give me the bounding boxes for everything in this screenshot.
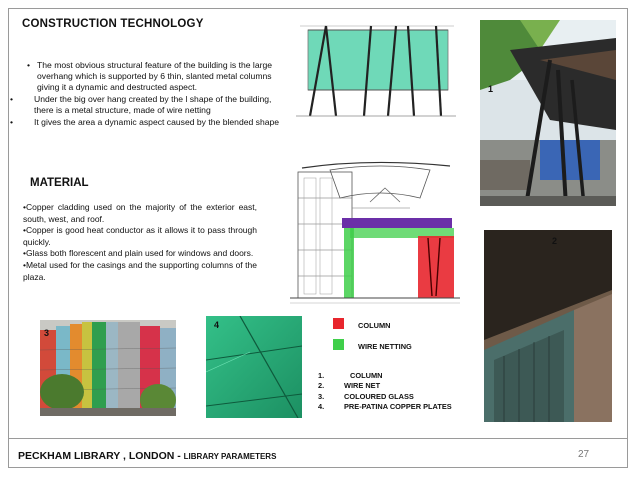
key-item: 2. WIRE NET [318, 381, 381, 391]
photo-copper-plates [206, 316, 302, 418]
slide-title: CONSTRUCTION TECHNOLOGY [22, 18, 204, 30]
legend-swatch-column [333, 318, 344, 329]
legend-label-wire-netting: WIRE NETTING [358, 342, 412, 351]
bullet-dot: • [10, 94, 14, 104]
key-list [318, 371, 452, 413]
bullet-dot: • [10, 117, 14, 127]
material-item: •Copper is good heat conductor as it allows it to pass through quickly. [23, 225, 257, 247]
key-item: 4. PRE-PATINA COPPER PLATES [318, 402, 452, 412]
footer-title: PECKHAM LIBRARY , LONDON - LIBRARY PARAMETERS [18, 450, 277, 462]
legend-swatch-wire-netting [333, 339, 344, 350]
material-item: •Copper cladding used on the majority of the exterior east, south, west, and roof. [23, 202, 257, 224]
material-heading: MATERIAL [30, 177, 89, 189]
photo-number-3: 3 [44, 328, 50, 338]
section-drawing [290, 158, 460, 308]
structure-bullet: • The most obvious structural feature of the building is the large overhang which is supported by 6 thin, slanted metal columns giving it a dynamic and destructed aspect. [27, 60, 273, 92]
footer-divider [8, 438, 628, 439]
elevation-drawing [296, 22, 456, 120]
bullet-dot: • [27, 60, 31, 70]
photo-number-2: 2 [552, 236, 558, 246]
photo-overhang-columns [480, 20, 616, 206]
photo-number-4: 4 [214, 320, 220, 330]
photo-copper-facade [484, 230, 612, 422]
page-number: 27 [578, 449, 590, 460]
structure-bullet: • It gives the area a dynamic aspect caused by the blended shape [10, 117, 280, 127]
material-item: •Metal used for the casings and the supporting columns of the plaza. [23, 259, 257, 282]
structure-bullet: • Under the big over hang created by the l shape of the building, there is a metal structure, made of wire netting [10, 94, 272, 115]
key-item: 1. COLUMN [318, 371, 383, 380]
key-item: 3. COLOURED GLASS [318, 391, 414, 401]
photo-number-1: 1 [488, 84, 494, 94]
material-item: •Glass both florescent and plain used for windows and doors. [23, 248, 254, 259]
photo-coloured-glass [40, 320, 176, 416]
legend-label-column: COLUMN [358, 321, 391, 330]
material-list [23, 202, 257, 283]
structure-bullets [10, 60, 290, 129]
